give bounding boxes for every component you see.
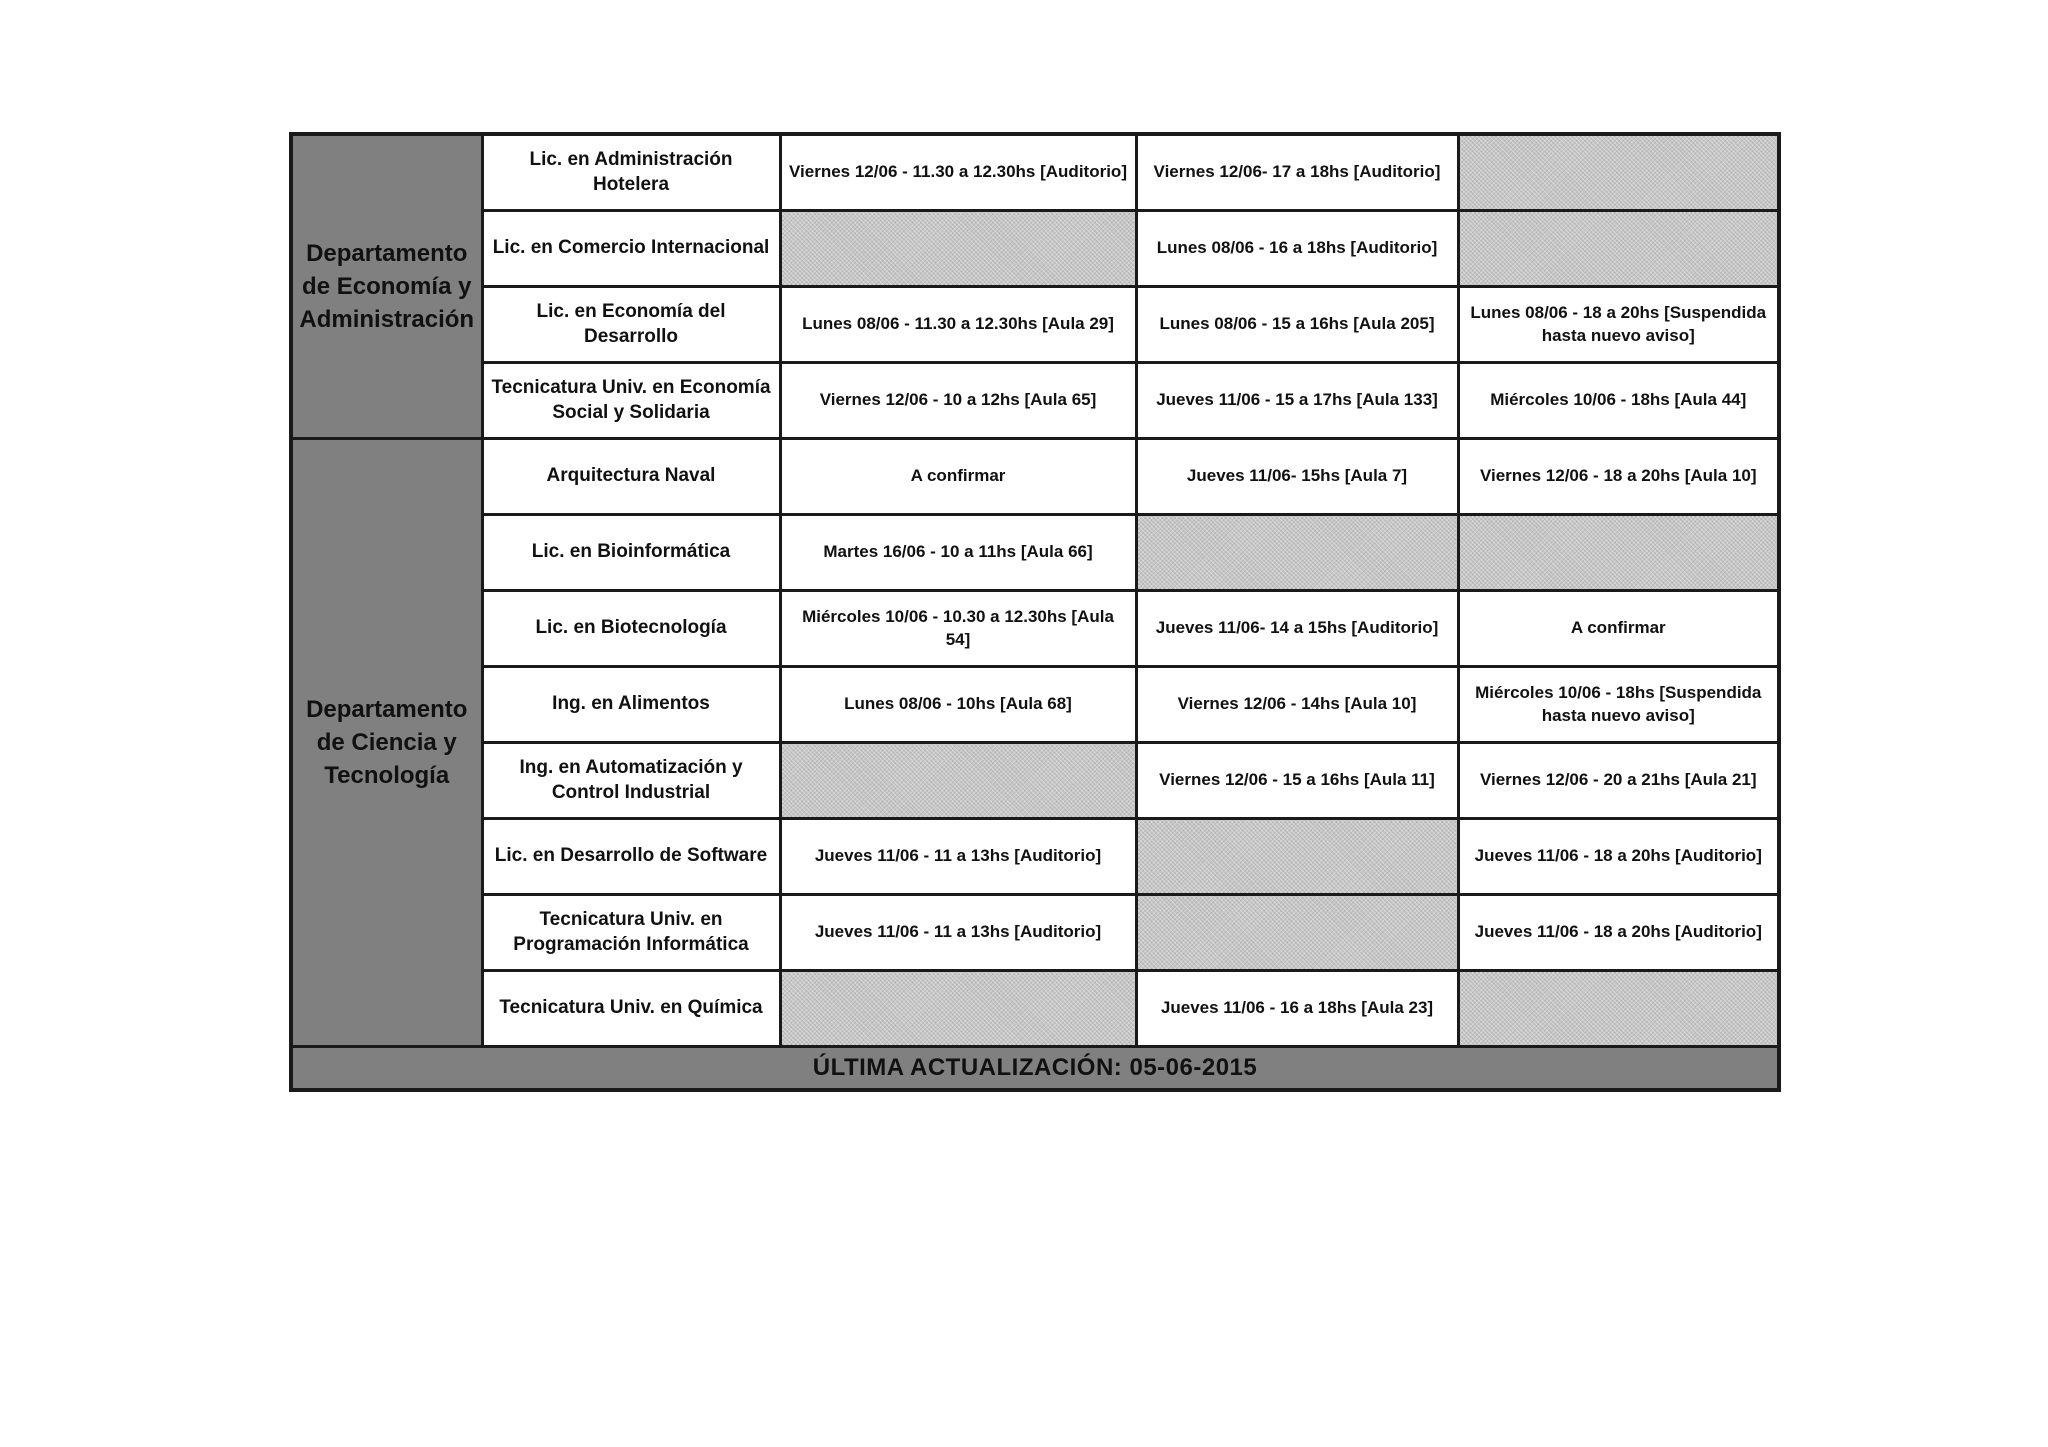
schedule-slot: Viernes 12/06 - 11.30 a 12.30hs [Auditorio] [780, 134, 1136, 211]
empty-slot [1458, 211, 1779, 287]
career-name: Ing. en Automatización y Control Industrial [482, 743, 780, 819]
schedule-table [289, 132, 1781, 1092]
schedule-slot: Jueves 11/06- 15hs [Aula 7] [1136, 439, 1458, 515]
schedule-slot: Viernes 12/06 - 20 a 21hs [Aula 21] [1458, 743, 1779, 819]
schedule-slot: Jueves 11/06- 14 a 15hs [Auditorio] [1136, 591, 1458, 667]
schedule-slot: Martes 16/06 - 10 a 11hs [Aula 66] [780, 515, 1136, 591]
career-name: Lic. en Comercio Internacional [482, 211, 780, 287]
schedule-slot: Viernes 12/06 - 10 a 12hs [Aula 65] [780, 363, 1136, 439]
department-name: Departamento de Ciencia y Tecnología [291, 439, 482, 1047]
schedule-slot: Viernes 12/06- 17 a 18hs [Auditorio] [1136, 134, 1458, 211]
table-row [291, 743, 1779, 819]
table-row [291, 287, 1779, 363]
schedule-slot: Miércoles 10/06 - 10.30 a 12.30hs [Aula 54] [780, 591, 1136, 667]
empty-slot [1458, 515, 1779, 591]
schedule-slot: Lunes 08/06 - 18 a 20hs [Suspendida hasta nuevo aviso] [1458, 287, 1779, 363]
last-update-label: ÚLTIMA ACTUALIZACIÓN: 05-06-2015 [291, 1047, 1779, 1091]
schedule-slot: A confirmar [1458, 591, 1779, 667]
schedule-body [291, 134, 1779, 1047]
career-name: Tecnicatura Univ. en Economía Social y Solidaria [482, 363, 780, 439]
schedule-slot: Miércoles 10/06 - 18hs [Suspendida hasta nuevo aviso] [1458, 667, 1779, 743]
table-row [291, 515, 1779, 591]
schedule-slot: Jueves 11/06 - 16 a 18hs [Aula 23] [1136, 971, 1458, 1047]
table-row [291, 439, 1779, 515]
schedule-slot: Jueves 11/06 - 18 a 20hs [Auditorio] [1458, 819, 1779, 895]
empty-slot [780, 971, 1136, 1047]
footer-row [291, 1047, 1779, 1091]
career-name: Lic. en Bioinformática [482, 515, 780, 591]
department-name: Departamento de Economía y Administración [291, 134, 482, 439]
schedule-slot: Viernes 12/06 - 15 a 16hs [Aula 11] [1136, 743, 1458, 819]
schedule-slot: Miércoles 10/06 - 18hs [Aula 44] [1458, 363, 1779, 439]
schedule-slot: Viernes 12/06 - 14hs [Aula 10] [1136, 667, 1458, 743]
schedule-slot: Lunes 08/06 - 15 a 16hs [Aula 205] [1136, 287, 1458, 363]
schedule-slot: Viernes 12/06 - 18 a 20hs [Aula 10] [1458, 439, 1779, 515]
schedule-slot: Jueves 11/06 - 11 a 13hs [Auditorio] [780, 895, 1136, 971]
table-row [291, 363, 1779, 439]
empty-slot [1458, 134, 1779, 211]
table-row [291, 819, 1779, 895]
schedule-slot: Jueves 11/06 - 18 a 20hs [Auditorio] [1458, 895, 1779, 971]
schedule-slot: Jueves 11/06 - 15 a 17hs [Aula 133] [1136, 363, 1458, 439]
empty-slot [780, 211, 1136, 287]
career-name: Tecnicatura Univ. en Química [482, 971, 780, 1047]
schedule-slot: Lunes 08/06 - 10hs [Aula 68] [780, 667, 1136, 743]
schedule-slot: Lunes 08/06 - 16 a 18hs [Auditorio] [1136, 211, 1458, 287]
schedule-slot: A confirmar [780, 439, 1136, 515]
career-name: Lic. en Administración Hotelera [482, 134, 780, 211]
table-row [291, 591, 1779, 667]
career-name: Arquitectura Naval [482, 439, 780, 515]
schedule-slot: Jueves 11/06 - 11 a 13hs [Auditorio] [780, 819, 1136, 895]
career-name: Lic. en Economía del Desarrollo [482, 287, 780, 363]
table-row [291, 667, 1779, 743]
career-name: Tecnicatura Univ. en Programación Informática [482, 895, 780, 971]
table-row [291, 895, 1779, 971]
table-row [291, 134, 1779, 211]
empty-slot [1136, 819, 1458, 895]
empty-slot [780, 743, 1136, 819]
table-row [291, 211, 1779, 287]
career-name: Lic. en Biotecnología [482, 591, 780, 667]
empty-slot [1136, 515, 1458, 591]
empty-slot [1136, 895, 1458, 971]
table-row [291, 971, 1779, 1047]
empty-slot [1458, 971, 1779, 1047]
schedule-slot: Lunes 08/06 - 11.30 a 12.30hs [Aula 29] [780, 287, 1136, 363]
career-name: Lic. en Desarrollo de Software [482, 819, 780, 895]
career-name: Ing. en Alimentos [482, 667, 780, 743]
